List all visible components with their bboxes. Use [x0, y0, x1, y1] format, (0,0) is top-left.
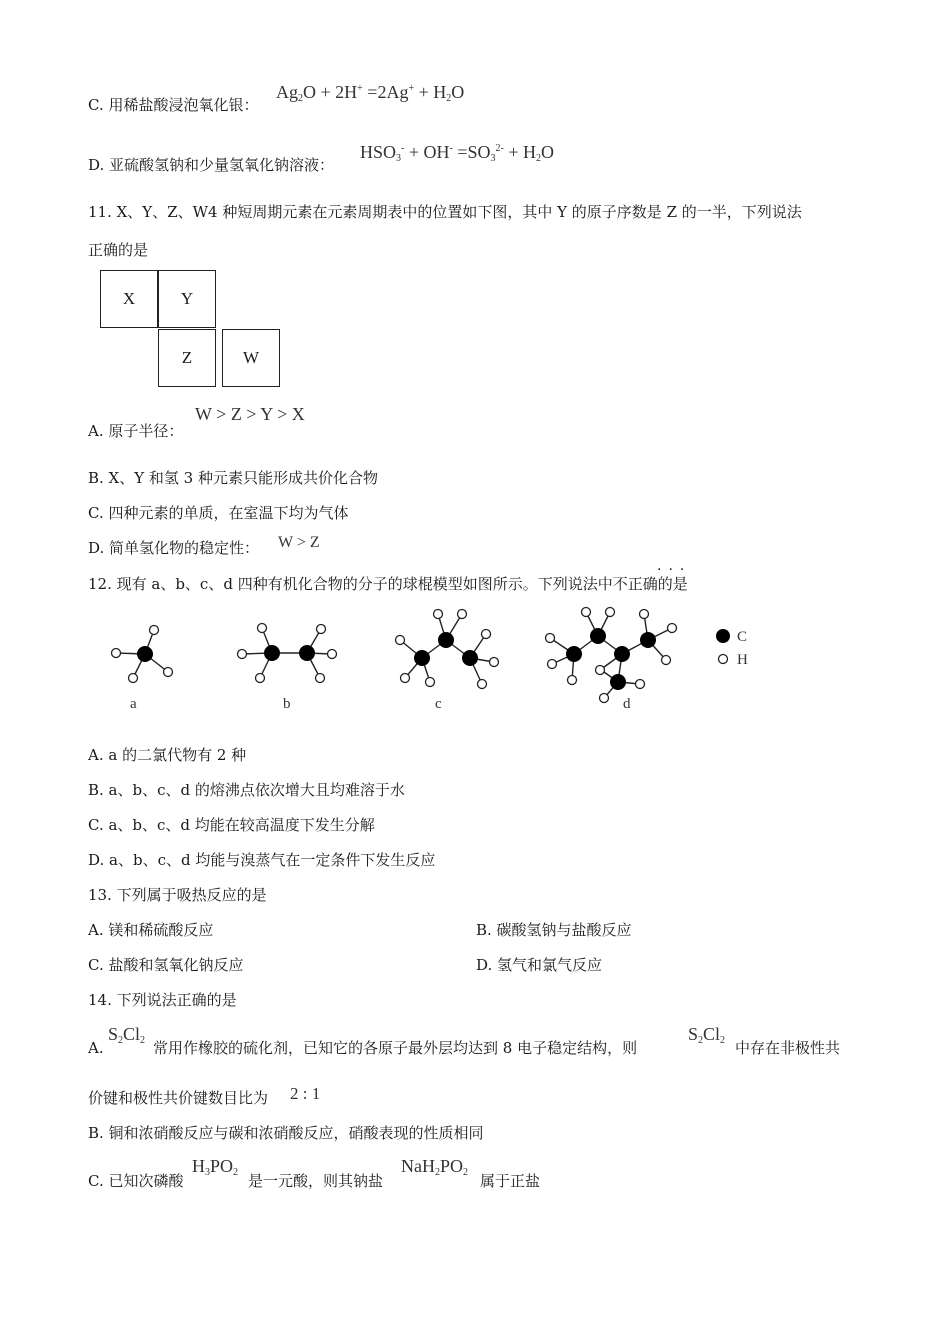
periodic-cell-z: Z: [158, 329, 216, 387]
q13-option-b: B. 碳酸氢钠与盐酸反应: [476, 921, 632, 939]
q14-c-formula-h3po2: $H_3PO_2$: [192, 1156, 239, 1178]
q12-option-a: A. a 的二氯代物有 2 种: [88, 746, 247, 764]
q11-d-formula: W > Z: [278, 534, 320, 551]
q11-option-a: A. 原子半径：: [88, 422, 184, 440]
q14-option-a-line2: 价键和极性共价键数目比为: [88, 1089, 269, 1107]
ball-stick-models: [100, 600, 780, 720]
q12-option-c: C. a、b、c、d 均能在较高温度下发生分解: [88, 816, 375, 834]
q11-stem-line1: 11. X、Y、Z、W4 种短周期元素在元素周期表中的位置如下图，其中 Y 的原子序数是 Z 的一半，下列说法: [88, 203, 802, 221]
q12-option-b: B. a、b、c、d 的熔沸点依次增大且均难溶于水: [88, 781, 405, 799]
q14-option-c-prefix: C. 已知次磷酸: [88, 1172, 184, 1190]
q11-a-formula: W > Z > Y > X: [195, 404, 305, 424]
periodic-cell-x: X: [100, 270, 158, 328]
q11-option-d: D. 简单氢化物的稳定性：: [88, 539, 260, 557]
periodic-cell-w: W: [222, 329, 280, 387]
q11-option-b: B. X、Y 和氢 3 种元素只能形成共价化合物: [88, 469, 378, 487]
molecule-label-b: b: [283, 696, 291, 712]
q14-option-c-suffix: 属于正盐: [480, 1172, 541, 1190]
q12-stem: 12. 现有 a、b、c、d 四种有机化合物的分子的球棍模型如图所示。下列说法中不正确的是: [88, 575, 688, 593]
q14-a-formula-s2cl2: $S_2Cl_2$: [108, 1024, 146, 1046]
emphasis-dots: ···: [657, 562, 692, 578]
q14-stem: 14. 下列说法正确的是: [88, 991, 237, 1009]
q14-c-formula-nah2po2: $NaH_2PO_2$: [401, 1156, 469, 1178]
periodic-cell-y: Y: [158, 270, 216, 328]
q10-c-equation: $Ag_2O + 2H^+ =2Ag^+ + H_2O$: [276, 82, 465, 104]
q11-stem-line2: 正确的是: [88, 241, 149, 259]
q13-option-a: A. 镁和稀硫酸反应: [88, 921, 214, 939]
q11-option-c: C. 四种元素的单质，在室温下均为气体: [88, 504, 349, 522]
q13-option-d: D. 氢气和氯气反应: [476, 956, 603, 974]
q13-option-c: C. 盐酸和氢氧化钠反应: [88, 956, 244, 974]
molecule-label-a: a: [130, 696, 137, 712]
q14-option-b: B. 铜和浓硝酸反应与碳和浓硝酸反应，硝酸表现的性质相同: [88, 1124, 484, 1142]
legend-carbon-label: C: [737, 629, 748, 645]
molecule-label-c: c: [435, 696, 442, 712]
q14-option-a-prefix: A.: [88, 1039, 104, 1057]
q13-stem: 13. 下列属于吸热反应的是: [88, 886, 267, 904]
q14-a-formula-s2cl2-2: $S_2Cl_2$: [688, 1024, 726, 1046]
q10-d-equation: $HSO_3^- + OH^- =SO_3^{2-} + H_2O$: [360, 142, 555, 164]
q14-option-a-suffix: 中存在非极性共: [735, 1039, 841, 1057]
q10-option-c: C. 用稀盐酸浸泡氧化银：: [88, 96, 259, 114]
q14-option-a-mid: 常用作橡胶的硫化剂，已知它的各原子最外层均达到 8 电子稳定结构，则: [153, 1039, 638, 1057]
q12-option-d: D. a、b、c、d 均能与溴蒸气在一定条件下发生反应: [88, 851, 436, 869]
molecule-label-d: d: [623, 696, 631, 712]
q14-a-ratio: 2 : 1: [290, 1084, 321, 1103]
q14-option-c-mid: 是一元酸，则其钠盐: [248, 1172, 384, 1190]
legend-hydrogen-label: H: [737, 652, 748, 668]
q10-option-d: D. 亚硫酸氢钠和少量氢氧化钠溶液：: [88, 156, 335, 174]
